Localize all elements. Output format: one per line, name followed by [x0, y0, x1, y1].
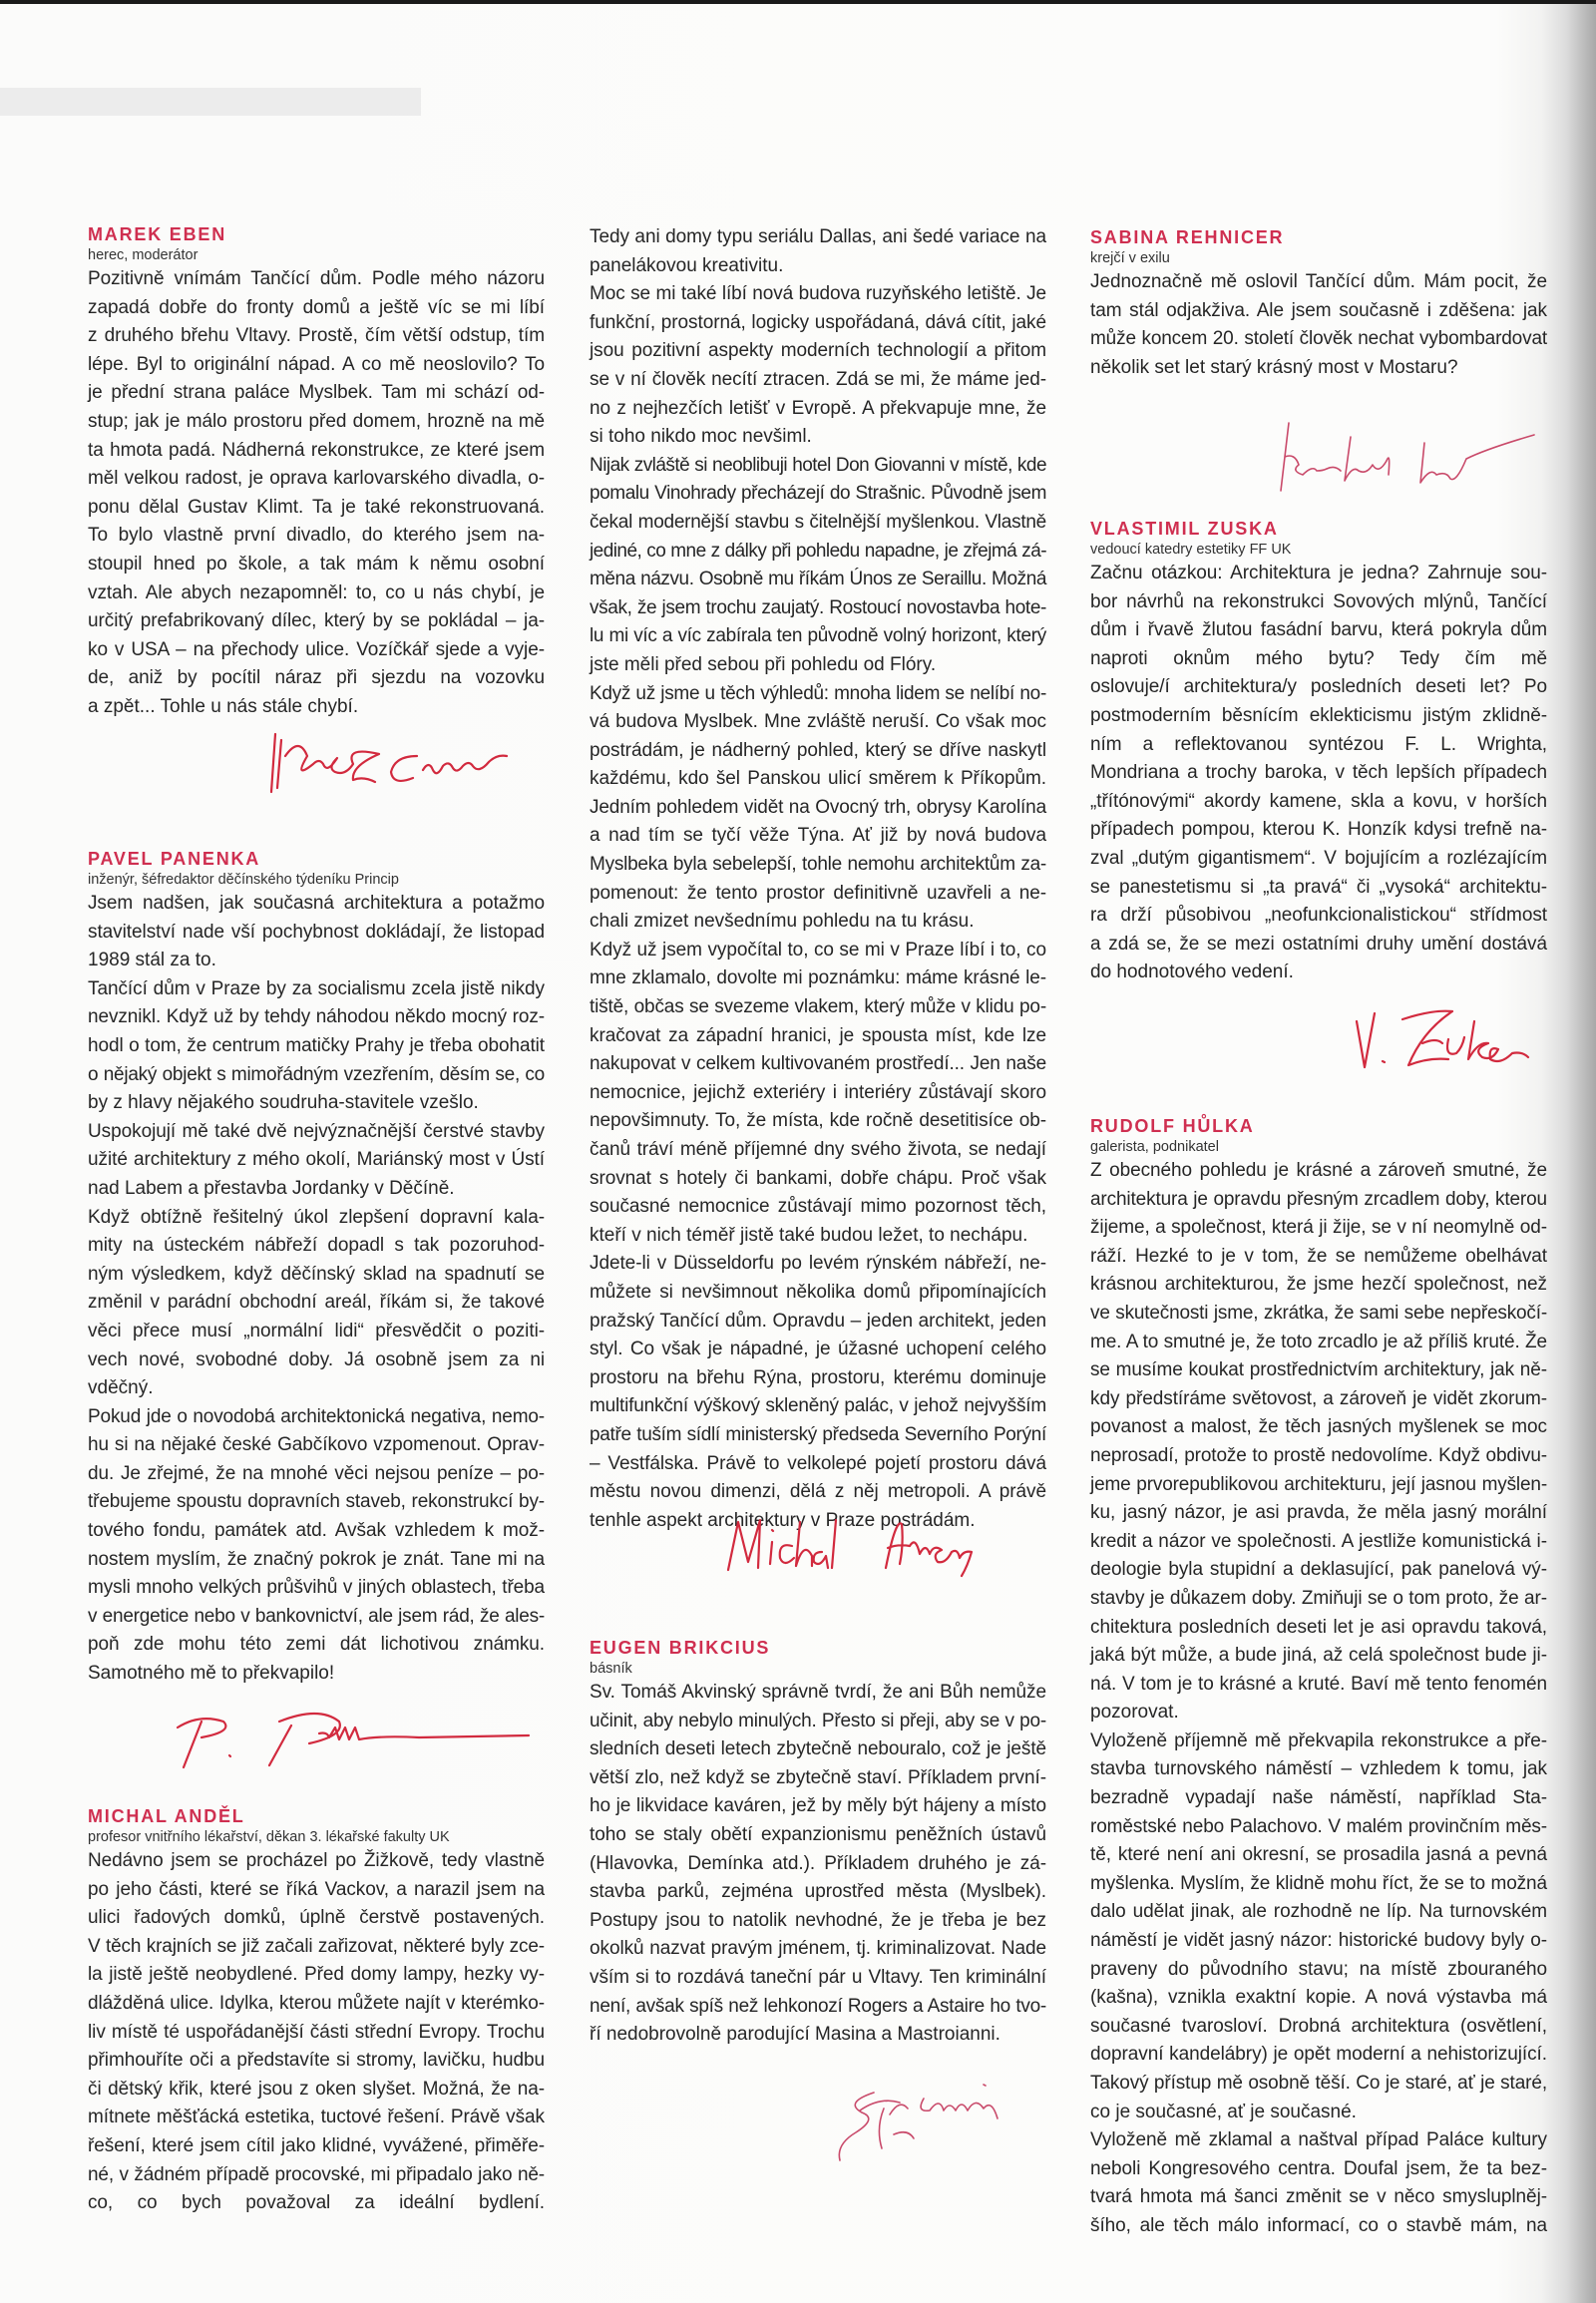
text-line: však, že jsem trochu zaujatý. Rostoucí novostavba hote- — [590, 596, 1046, 618]
contributor-role: galerista, podnikatel — [1090, 1139, 1219, 1155]
text-line: stavby je důkazem doby. Zmiňuji se o tom proto, že ar- — [1090, 1587, 1547, 1609]
text-line: ku, jasný názor, je asi pravda, že měla jasný morální — [1090, 1502, 1547, 1524]
text-line: se musíme koukat prostřednictvím architektury, jak ně- — [1090, 1359, 1547, 1381]
text-line: o nějaký objekt s mimořádným vzezřením, děsím se, co — [88, 1063, 545, 1085]
text-line: případech pompou, kterou K. Honzík kdysi trefně na- — [1090, 819, 1547, 841]
signature-sabina-rehnicer — [1275, 417, 1544, 499]
text-line: Nijak zvláště si neoblibuji hotel Don Giovanni v místě, kde — [590, 454, 1046, 476]
text-line: v energetice nebo v bankovnictví, ale jsem rád, že ales- — [88, 1605, 545, 1627]
text-line: a nad tím se tyčí věže Týna. Ať již by nová budova — [590, 825, 1046, 847]
text-line: Když obtížně řešitelný úkol zlepšení dopravní kala- — [88, 1206, 545, 1228]
text-line: městu novou dimenzi, dělá z něj metropoli. A právě — [590, 1481, 1046, 1503]
paragraph — [1090, 1157, 1547, 1727]
text-line: architektura je opravdu přesným zrcadlem doby, kterou — [1090, 1188, 1547, 1210]
text-line: naproti oknům mého bytu? Tedy čím mě — [1090, 647, 1547, 669]
text-line: Postupy jsou to natolik nevhodné, že je třeba je bez — [590, 1909, 1046, 1931]
text-line: Když už jsem vypočítal to, co se mi v Praze líbí i to, co — [590, 939, 1046, 960]
column-1 — [88, 0, 545, 2303]
text-line: a zpět... Tohle u nás stále chybí. — [88, 695, 359, 717]
text-line: kračovat za západní hranici, je spousta míst, kde lze — [590, 1024, 1046, 1046]
paragraph — [88, 1118, 545, 1204]
signature-marek-eben — [267, 726, 547, 798]
contributor-name: EUGEN BRIKCIUS — [590, 1638, 771, 1658]
text-line: Jedním pohledem vidět na Ovocný trh, obrysy Karolína — [590, 796, 1046, 818]
text-line: ko v USA – na přechody ulice. Vozíčkář sjede a vyje- — [88, 638, 545, 660]
text-line: šího, ale těch málo informací, co o stavbě mám, na — [1090, 2214, 1547, 2236]
text-line: lépe. Byl to originální nápad. A co mě neoslovilo? To — [88, 353, 545, 375]
text-line: řešení, které jsem cítil jako klidné, vyvážené, přiměře- — [88, 2134, 545, 2156]
text-line: změnil v parádní obchodní areál, říkám si, že takové — [88, 1292, 545, 1314]
text-line: Nedávno jsem se procházel po Žižkově, tedy vlastně — [88, 1850, 545, 1871]
text-line: (kašna), vznikla exaktní kopie. A nová výstavba má — [1090, 1987, 1547, 2009]
paragraph — [88, 265, 545, 722]
text-line: či dětský křik, které jsou z oken slyšet. Možná, že na- — [88, 2078, 545, 2100]
text-line: praveny do původního stavu; na místě zbouraného — [1090, 1958, 1547, 1980]
text-line: (Hlavovka, Demínka atd.). Příkladem druhého je zá- — [590, 1852, 1046, 1874]
text-line: 1989 stál za to. — [88, 950, 216, 971]
text-line: ným výsledkem, když děčínský sklad na spadnutí se — [88, 1263, 545, 1285]
text-line: tě, které není ani okresní, se prosadila jasná a pevná — [1090, 1844, 1547, 1866]
text-line: dalo udělat jinak, ale rozhodně ne líp. Na turnovském — [1090, 1901, 1547, 1923]
text-line: hu si na nějaké české Gabčíkovo vzpomenout. Oprav- — [88, 1434, 545, 1456]
text-line: co, co bych považoval za ideální bydlení. — [88, 2192, 545, 2214]
text-line: panelákovou kreativitu. — [590, 254, 784, 276]
text-line: povanost a malost, že těch jasných myšlenek se moc — [1090, 1416, 1547, 1438]
text-line: nad Labem a přestavba Jordanky v Děčíně. — [88, 1177, 455, 1199]
text-line: liv místě té uspořádanější části střední Evropy. Trochu — [88, 2021, 545, 2043]
paragraph — [88, 1403, 545, 1689]
text-line: funkční, prostorná, logicky uspořádaná, dává cítit, jaké — [590, 311, 1046, 333]
paragraph — [590, 680, 1046, 937]
text-line: stavba turnovského náměstí – vzhledem k tomu, jak — [1090, 1758, 1547, 1780]
text-line: Začnu otázkou: Architektura je jedna? Zahrnuje sou- — [1090, 563, 1547, 583]
text-line: du. Je zřejmé, že na mnohé věci nejsou peníze – po- — [88, 1462, 545, 1484]
text-line: nemocnice, jejichž exteriéry i interiéry zůstávají skoro — [590, 1081, 1046, 1103]
text-line: dlážděná ulice. Idylka, kterou můžete najít v kterémko- — [88, 1992, 545, 2014]
text-line: nostem myslím, že značný pokrok je znát. Tane mi na — [88, 1548, 545, 1570]
contributor-name: RUDOLF HŮLKA — [1090, 1116, 1255, 1136]
text-line: náměstí je vidět jasný názor: historické budovy byly o- — [1090, 1930, 1547, 1952]
text-line: srovnat s hotely či bankami, dobře chápu. Proč však — [590, 1167, 1046, 1189]
text-line: mysli mnoho velkých průšvihů v jiných oblastech, třeba — [88, 1577, 545, 1599]
signature-vlastimil-zuska — [1353, 1003, 1542, 1079]
text-line: neprosadí, protože to prostě nedovolíme. Když obdivu- — [1090, 1444, 1547, 1466]
text-line: ta hmota padá. Nádherná rekonstrukce, ze které jsem — [88, 439, 545, 461]
text-line: ho je likvidace kaváren, jež by měly být hájeny a místo — [590, 1795, 1046, 1817]
text-line: „třítónovými“ akordy kamene, skla a kovu, v horších — [1090, 790, 1547, 812]
text-line: žijeme, a společnost, která ji žije, se v ní neomylně od- — [1090, 1217, 1547, 1239]
text-line: zapadá dobře do fronty domů a ještě víc se mi líbí — [88, 296, 545, 318]
text-line: Uspokojují mě také dvě nejvýznačnější čerstvé stavby — [88, 1120, 545, 1142]
text-line: se v ní člověk necítí ztracen. Zdá se mi, že máme jed- — [590, 368, 1046, 390]
text-line: do hodnotového vedení. — [1090, 961, 1294, 983]
text-line: čanů tráví méně příjemné dny svého života, se nedají — [590, 1139, 1046, 1160]
text-line: může koncem 20. století člověk nechat vybombardovat — [1090, 328, 1547, 350]
contributor-entry — [88, 1805, 545, 2218]
text-line: me. A to smutné je, že toto zrcadlo je až příliš kruté. Že — [1090, 1331, 1547, 1352]
text-line: okolků nazvat pravým jménem, tj. kriminalizovat. Nade — [590, 1938, 1046, 1960]
text-line: tam stál odjakživa. Ale jsem současně i zděšena: jak — [1090, 299, 1547, 321]
text-line: tiště, občas se svezeme vlakem, který může v klidu po- — [590, 996, 1046, 1018]
contributor-role: profesor vnitřního lékařství, děkan 3. lékařské fakulty UK — [88, 1829, 450, 1845]
text-line: nepovšimnuty. To, že místa, kde ročně desetitisíce ob- — [590, 1110, 1046, 1132]
signature-pavel-panenka — [170, 1712, 549, 1773]
paragraph — [1090, 1727, 1547, 2126]
text-line: chali zmizet nevšednímu pohledu na tu krásu. — [590, 911, 975, 933]
text-line: jaká být může, a bude jiná, až celá společnost bude ji- — [1090, 1645, 1547, 1667]
contributor-name: PAVEL PANENKA — [88, 849, 261, 869]
text-line: Tedy ani domy typu seriálu Dallas, ani šedé variace na — [590, 226, 1046, 247]
text-line: jste měli před sebou při pohledu od Flóry. — [590, 653, 937, 675]
paragraph — [1090, 2126, 1547, 2240]
column-3 — [1090, 0, 1547, 2303]
paragraph — [88, 890, 545, 975]
paragraph — [590, 1679, 1046, 2050]
text-line: chitektura posledních deseti let je asi opravdu taková, — [1090, 1616, 1547, 1638]
text-line: pozorovat. — [1090, 1702, 1179, 1724]
text-line: Pozitivně vnímám Tančící dům. Podle mého názoru — [88, 268, 545, 289]
text-line: současné tvarosloví. Drobná architektura (osvětlení, — [1090, 2015, 1547, 2037]
text-line: postrádám, je nádherný pohled, který se dříve naskytl — [590, 739, 1046, 761]
text-line: nevznikl. Když už by tehdy náhodou někdo mocný roz- — [88, 1006, 545, 1028]
text-line: Myslbeka byla sebelepší, tohle nemohu architektům za- — [590, 854, 1046, 876]
contributor-entry — [1090, 226, 1547, 382]
text-line: z druhého břehu Vltavy. Prostě, čím větší odstup, tím — [88, 325, 545, 347]
text-line: ráží. Hezké to je v tom, že se nemůžeme obelhávat — [1090, 1245, 1547, 1267]
text-line: Vyloženě příjemně mě překvapila rekonstrukce a pře- — [1090, 1729, 1547, 1751]
text-line: Když už jsme u těch výhledů: mnoha lidem se nelíbí no- — [590, 682, 1046, 704]
text-line: vším si to rozdává taneční pár u Vltavy. Ten kriminální — [590, 1966, 1046, 1988]
text-line: Jsem nadšen, jak současná architektura a potažmo — [88, 893, 545, 914]
paragraph — [590, 452, 1046, 680]
text-line: ná. V tom je to krásné a kruté. Baví mě tento fenomén — [1090, 1673, 1547, 1695]
text-line: lu mi víc a víc zabírala ten původně volný horizont, který — [590, 625, 1046, 647]
text-line: Moc se mi také líbí nová budova ruzyňského letiště. Je — [590, 283, 1046, 305]
text-line: měna názvu. Osobně mu říkám Únos ze Seraillu. Možná — [590, 569, 1046, 590]
text-line: kredit a názor ve společnosti. A jestliže komunistická i- — [1090, 1530, 1547, 1552]
text-line: stavitelství nade vší pochybnost dokládají, že listopad — [88, 921, 545, 943]
contributor-role: krejčí v exilu — [1090, 250, 1170, 266]
text-line: je přední strana paláce Myslbek. Tam mi schází od- — [88, 382, 545, 404]
text-line: ří nedobrovolně parodující Masina a Mastroianni. — [590, 2024, 1000, 2046]
text-line: ra drží působivou „neofunkcionalistickou“ střídmost — [1090, 905, 1547, 927]
text-line: kdy předstíráme světovost, a zároveň je vidět zkorum- — [1090, 1387, 1547, 1409]
text-line: Takový přístup mě osobně těší. Co je staré, ať je staré, — [1090, 2073, 1547, 2094]
contributor-entry — [88, 223, 545, 722]
signature-michal-andel — [718, 1512, 1047, 1582]
text-line: deologie byla stupidní a deklasující, pak panelová vý- — [1090, 1559, 1547, 1581]
text-line: krásnou architekturou, že jsme hezčí společnost, než — [1090, 1274, 1547, 1296]
text-line: jsou pozitivní aspekty moderních technologií a přitom — [590, 340, 1046, 362]
paragraph — [88, 975, 545, 1118]
paragraph — [1090, 560, 1547, 987]
text-line: tového fondu, památek atd. Avšak vzhledem k mož- — [88, 1520, 545, 1542]
text-line: pražský Tančící dům. Opravdu – jeden architekt, jeden — [590, 1310, 1046, 1332]
paragraph — [1090, 268, 1547, 382]
text-line: vztah. Ale abych nezapomněl: to, co u nás chybí, je — [88, 581, 545, 603]
text-line: čekal modernější stavbu s čitelnější myšlenkou. Vlastně — [590, 511, 1046, 533]
text-line: poň zde mohu této zemi dát lichotivou známku. — [88, 1634, 545, 1656]
text-line: Jdete-li v Düsseldorfu po levém rýnském nábřeží, ne- — [590, 1253, 1046, 1275]
text-line: postmoderním běsnícím eklekticismu jistým zklidně- — [1090, 704, 1547, 726]
contributor-entry — [88, 848, 545, 1689]
text-line: několik set let starý krásný most v Mostaru? — [1090, 356, 1458, 378]
text-line: mne zklamalo, dovolte mi poznámku: máme krásné le- — [590, 967, 1046, 989]
text-line: jeme prvorepublikovou architekturu, její jasnou myšlen- — [1090, 1473, 1547, 1495]
contributor-entry — [590, 1637, 1046, 2050]
paragraph — [88, 1847, 545, 2218]
text-line: se panestetismu si „ta pravá“ či „vysoká“ architektu- — [1090, 876, 1547, 898]
text-line: po jeho části, které se říká Vackov, a narazil jsem na — [88, 1878, 545, 1900]
text-line: de, aniž by pocítil náraz při sjezdu na vozovku — [88, 667, 545, 689]
contributor-name: VLASTIMIL ZUSKA — [1090, 519, 1279, 539]
text-line: né, v žádném případě procovské, mi připadalo jako ně- — [88, 2163, 545, 2185]
text-line: prostoru na břehu Rýna, prostoru, kterému dominuje — [590, 1366, 1046, 1388]
text-line: styl. Co však je nápadné, je úžasné uchopení celého — [590, 1339, 1046, 1360]
text-line: To bylo vlastně první divadlo, do kterého jsem na- — [88, 525, 545, 547]
text-line: toho se staly obětí expanzionismu peněžních ústavů — [590, 1823, 1046, 1845]
text-line: si toho nikdo moc nevšiml. — [590, 426, 812, 448]
paragraph — [88, 1204, 545, 1403]
contributor-entry — [1090, 518, 1547, 987]
text-line: stavba parků, zejména uprostřed města (Myslbek). — [590, 1881, 1046, 1903]
text-line: stup; jak je málo prostoru před domem, hrozně na mě — [88, 410, 545, 432]
text-line: jediné, co mne z dálky při pohledu napadne, je zřejmá zá- — [590, 540, 1046, 562]
text-line: vech nové, svobodné doby. Já osobně jsem za ni — [88, 1348, 545, 1370]
contributor-role: inženýr, šéfredaktor děčínského týdeníku Princip — [88, 872, 399, 888]
text-line: dům i řvavě žlutou fasádní barvu, která pokryla dům — [1090, 619, 1547, 641]
text-line: la jistě ještě neobydlené. Před domy lampy, hezky vy- — [88, 1964, 545, 1986]
text-line: a zdá se, že se mezi ostatními druhy umění dostává — [1090, 933, 1547, 955]
contributor-role: vedoucí katedry estetiky FF UK — [1090, 542, 1292, 558]
text-line: stoupil hned po škole, a tak mám k němu osobní — [88, 553, 545, 575]
text-line: vá budova Myslbek. Mne zvláště neruší. Co však moc — [590, 711, 1046, 733]
text-line: Mondriana a trochy baroka, v těch lepších případech — [1090, 762, 1547, 784]
text-line: větší zlo, než když se zbytečně staví. Příkladem první- — [590, 1766, 1046, 1788]
text-line: Samotného mě to překvapilo! — [88, 1663, 335, 1685]
contributor-name: MAREK EBEN — [88, 224, 227, 244]
text-line: ním a reflektovanou syntézou F. L. Wrighta, — [1090, 733, 1547, 755]
text-line: přimhouříte oči a představíte si stromy, lavičku, hudbu — [88, 2050, 545, 2072]
text-line: myšlenka. Myslím, že klidně mohu říct, že se to možná — [1090, 1872, 1547, 1894]
paragraph — [590, 280, 1046, 452]
text-line: bezradně vypadají naše náměstí, například Sta- — [1090, 1787, 1547, 1809]
text-line: pomenout: že tento prostor definitivně uzavřeli a ne- — [590, 882, 1046, 904]
text-line: sledních deseti letech zbytečně nebouralo, což je ještě — [590, 1738, 1046, 1760]
text-line: určitý prefabrikovaný dílec, který by se pokládal – ja- — [88, 610, 545, 632]
text-line: Jednoznačně mě oslovil Tančící dům. Mám pocit, že — [1090, 271, 1547, 292]
text-line: mity na ústeckém nábřeží dopadl s tak pozoruhod- — [88, 1235, 545, 1257]
text-line: kteří v nich téměř jistě také budou ležet, to nechápu. — [590, 1224, 1028, 1246]
text-line: co je současné, ať je současné. — [1090, 2101, 1357, 2122]
text-line: Tančící dům v Praze by za socialismu zcela jistě nikdy — [88, 977, 545, 999]
text-line: tenhle aspekt architektury v Praze postrádám. — [590, 1509, 976, 1531]
text-line: V těch krajních se již začali zařizovat, některé byly zce- — [88, 1935, 545, 1957]
text-line: multifunkční výškový skleněný palác, v jehož nejvyšším — [590, 1395, 1046, 1417]
text-line: ulici řadových domků, úplně čerstvě postavených. — [88, 1907, 545, 1929]
text-line: Pokud jde o novodobá architektonická negativa, nemo- — [88, 1405, 545, 1427]
text-line: zval „dutým gigantismem“. V bojujícím a rozlézajícím — [1090, 847, 1547, 869]
text-line: no z nejhezčích letišť v Evropě. A překvapuje mne, že — [590, 397, 1046, 419]
text-line: Vyloženě mě zklamal a naštval případ Paláce kultury — [1090, 2129, 1547, 2151]
text-line: měl velkou radost, je oprava karlovarského divadla, o- — [88, 468, 545, 490]
text-line: mítnete měšťácká estetika, tuctové řešení. Právě však — [88, 2107, 545, 2128]
text-line: Sv. Tomáš Akvinský správně tvrdí, že ani Bůh nemůže — [590, 1682, 1046, 1703]
contributor-role: básník — [590, 1661, 632, 1677]
text-line: – Vestfálska. Právě to velkolepé pojetí prostoru dává — [590, 1452, 1046, 1474]
contributor-name: MICHAL ANDĚL — [88, 1806, 245, 1826]
text-line: patře tuším sídlí ministerský předseda Severního Porýní — [590, 1423, 1046, 1445]
text-line: Z obecného pohledu je krásné a zároveň smutné, že — [1090, 1160, 1547, 1181]
paragraph — [590, 223, 1046, 280]
text-line: nakupovat v celkem kultivovaném prostředí... Jen naše — [590, 1053, 1046, 1075]
signature-eugen-brikcius — [834, 2075, 1013, 2164]
text-line: současné nemocnice zůstávají mimo pozornost těch, — [590, 1196, 1046, 1218]
text-line: užité architektury z mého okolí, Mariánský most v Ústí — [88, 1149, 545, 1171]
paragraph — [590, 1250, 1046, 1535]
text-line: by z hlavy nějakého soudruha-stavitele vzešlo. — [88, 1092, 479, 1114]
text-line: ponu dělal Gustav Klimt. Ta je také rekonstruovaná. — [88, 496, 545, 518]
text-line: ve skutečnosti jsme, zkrátka, že sami sebe nepřeskočí- — [1090, 1302, 1547, 1324]
text-line: bor návrhů na rekonstrukci Sovových mlýnů, Tančící — [1090, 590, 1547, 612]
text-line: neboli Kongresového centra. Doufal jsem, že ta bez- — [1090, 2157, 1547, 2179]
column-2 — [590, 0, 1046, 2303]
entry-continuation — [590, 223, 1046, 1535]
text-line: třebujeme spoustu dopravních staveb, rekonstrukcí by- — [88, 1491, 545, 1513]
text-line: dopravní kandelábry) je opět moderní a nehistorizující. — [1090, 2044, 1547, 2066]
contributor-role: herec, moderátor — [88, 247, 199, 263]
text-line: učinit, aby nebylo minulých. Přesto si přeji, aby se v po- — [590, 1710, 1046, 1731]
text-line: tvará hmota má šanci změnit se v něco smysluplněj- — [1090, 2186, 1547, 2208]
text-line: vděčný. — [88, 1377, 154, 1399]
text-line: není, avšak spíš než lehkonozí Rogers a Astaire ho tvo- — [590, 1995, 1046, 2017]
text-line: můžete si nevšimnout několika domů připomínajících — [590, 1281, 1046, 1303]
text-line: věci přece musí „normální lidi“ přesvědčit o poziti- — [88, 1320, 545, 1342]
text-line: roměstské nebo Palachovo. V malém provinčním měs- — [1090, 1815, 1547, 1837]
text-line: oslovuje/í architektura/y posledních deseti let? Po — [1090, 676, 1547, 698]
contributor-name: SABINA REHNICER — [1090, 227, 1285, 247]
text-line: každému, kdo šel Panskou ulicí směrem k Příkopům. — [590, 768, 1046, 790]
contributor-entry — [1090, 1115, 1547, 2241]
text-line: pomalu Vinohrady přecházejí do Strašnic. Původně jsem — [590, 483, 1046, 505]
paragraph — [590, 937, 1046, 1251]
text-line: hodl o tom, že centrum matičky Prahy je třeba obohatit — [88, 1034, 545, 1056]
